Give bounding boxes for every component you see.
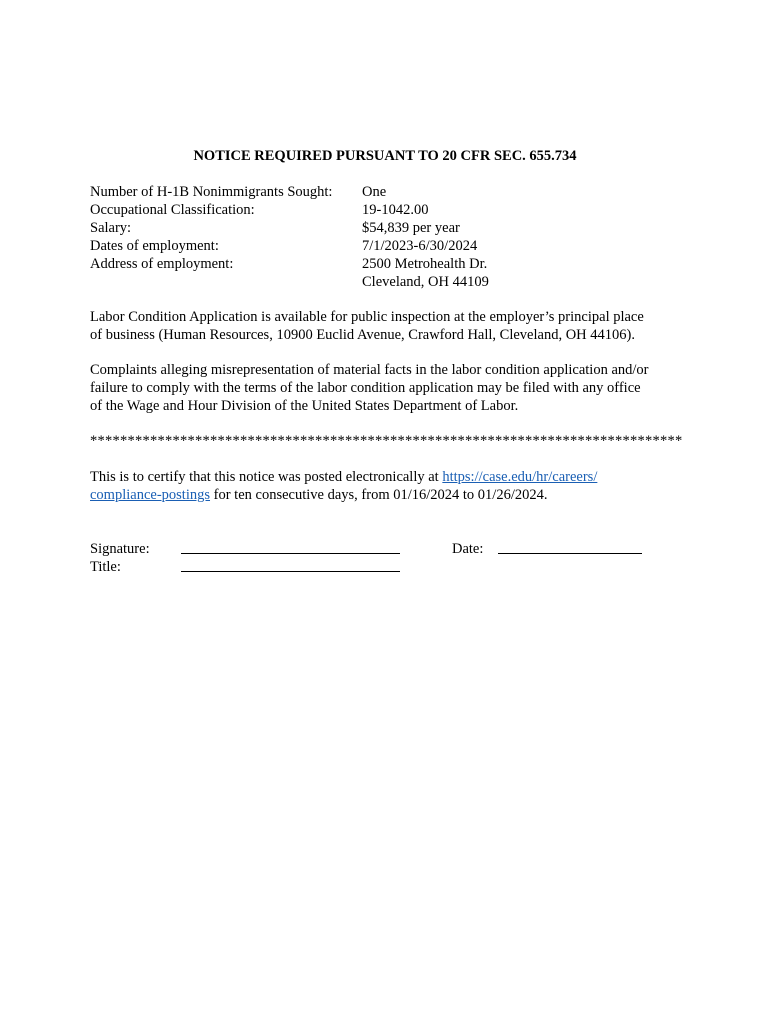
field-row-address [90,255,489,273]
signature-line [181,553,400,554]
certification-paragraph [90,468,690,504]
signature-row [90,540,690,558]
paragraph-line [90,468,690,486]
signature-label: Signature: [90,541,150,557]
field-label: Salary: [90,220,132,236]
title-row [90,558,690,576]
field-value: Cleveland, OH 44109 [362,274,489,290]
field-label: Dates of employment: [90,238,219,254]
field-label: Occupational Classification: [90,202,255,218]
date-label: Date: [452,541,484,557]
paragraph-line: of business (Human Resources, 10900 Euclid Avenue, Crawford Hall, Cleveland, OH 44106). [90,327,635,343]
certification-text-end: for ten consecutive days, from 01/16/2024 to 01/26/2024. [210,487,548,503]
field-label [90,273,362,291]
employment-details [90,183,489,291]
posting-link[interactable]: https://case.edu/hr/careers/ [442,469,598,485]
field-label: Number of H-1B Nonimmigrants Sought: [90,184,333,200]
field-value: 7/1/2023-6/30/2024 [362,238,478,254]
asterisk-separator: ******************************************************************************* [90,433,683,449]
date-line [498,553,642,554]
paragraph-line: of the Wage and Hour Division of the United States Department of Labor. [90,398,519,414]
field-value: 19-1042.00 [362,202,429,218]
field-row-address-city [90,273,489,291]
signature-block [90,540,690,576]
certification-text: This is to certify that this notice was posted electronically at [90,469,443,485]
field-row-occupation [90,201,489,219]
field-value: One [362,184,387,200]
field-row-dates [90,237,489,255]
paragraph-line [90,486,690,504]
field-label: Address of employment: [90,256,234,272]
complaints-paragraph [90,361,690,415]
posting-link-continued[interactable]: compliance-postings [90,487,211,503]
field-value: 2500 Metrohealth Dr. [362,256,488,272]
paragraph-line: Labor Condition Application is available for public inspection at the employer’s principal place [90,309,644,325]
paragraph-line: Complaints alleging misrepresentation of material facts in the labor condition application and/or [90,362,649,378]
field-value: $54,839 per year [362,220,460,236]
title-line [181,571,400,572]
lca-availability-paragraph [90,308,690,344]
field-row-nonimmigrants [90,183,489,201]
field-row-salary [90,219,489,237]
title-label: Title: [90,559,121,575]
notice-title: NOTICE REQUIRED PURSUANT TO 20 CFR SEC. 655.734 [193,148,577,164]
paragraph-line: failure to comply with the terms of the labor condition application may be filed with any office [90,380,641,396]
